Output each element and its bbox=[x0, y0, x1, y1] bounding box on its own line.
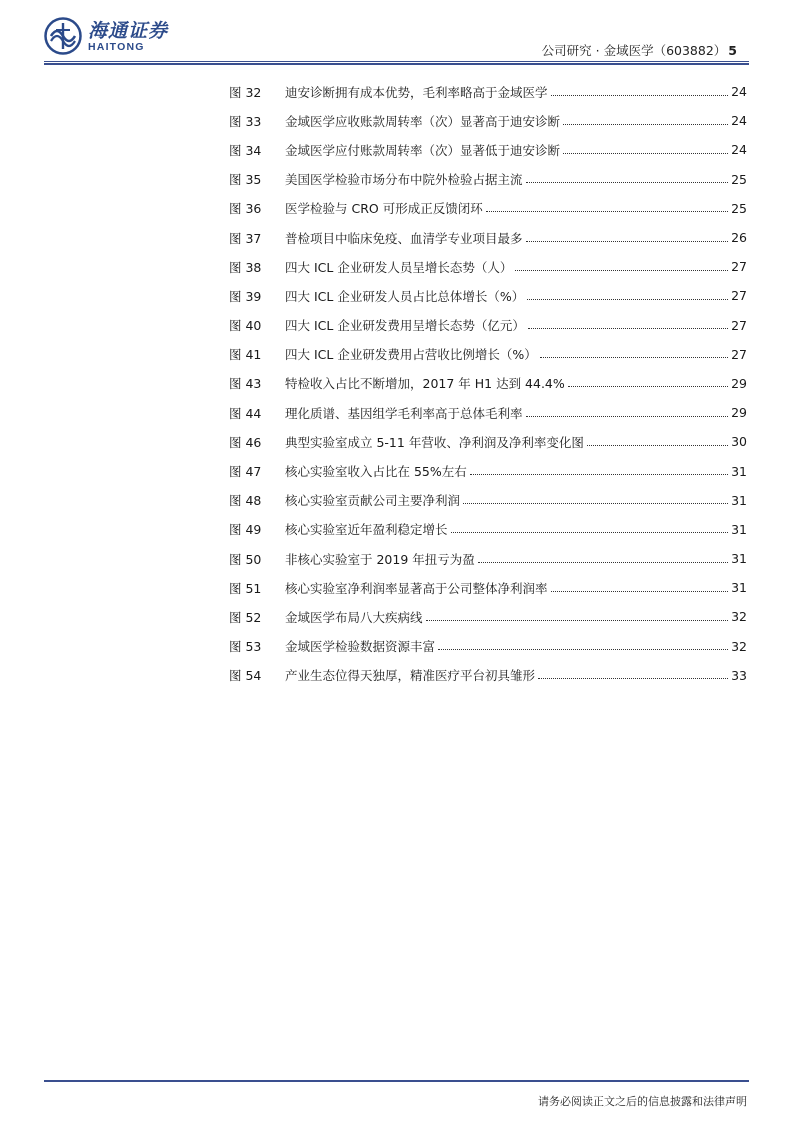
dot-leader bbox=[463, 502, 728, 504]
toc-entry[interactable] bbox=[229, 544, 747, 573]
haitong-emblem-icon bbox=[44, 17, 82, 55]
dot-leader bbox=[526, 240, 729, 242]
toc-entry[interactable] bbox=[229, 194, 747, 223]
figure-page-number: 26 bbox=[731, 230, 747, 246]
figure-page-number: 31 bbox=[731, 551, 747, 567]
dot-leader bbox=[486, 210, 728, 212]
dot-leader bbox=[527, 298, 728, 300]
figure-page-number: 25 bbox=[731, 200, 747, 216]
figure-title: 普检项目中临床免疫、血清学专业项目最多 bbox=[285, 230, 523, 246]
dot-leader bbox=[478, 561, 728, 563]
toc-entry[interactable] bbox=[229, 661, 747, 690]
figure-title: 核心实验室近年盈利稳定增长 bbox=[285, 522, 448, 538]
toc-entry[interactable] bbox=[229, 281, 747, 310]
figure-page-number: 27 bbox=[731, 317, 747, 333]
figure-number: 图 37 bbox=[229, 230, 262, 246]
figure-number: 图 46 bbox=[229, 434, 262, 450]
figure-title: 核心实验室贡献公司主要净利润 bbox=[285, 493, 461, 509]
toc-entry[interactable] bbox=[229, 632, 747, 661]
figure-page-number: 31 bbox=[731, 463, 747, 479]
logo-chinese-name: 海通证券 bbox=[88, 19, 169, 42]
toc-entry[interactable] bbox=[229, 165, 747, 194]
figure-title: 特检收入占比不断增加，2017 年 H1 达到 44.4% bbox=[285, 376, 565, 392]
figure-title: 四大 ICL 企业研发费用占营收比例增长（%） bbox=[285, 347, 537, 363]
figure-title: 金域医学应付账款周转率（次）显著低于迪安诊断 bbox=[285, 142, 561, 158]
figure-number: 图 48 bbox=[229, 493, 262, 509]
header-divider-thick bbox=[44, 63, 749, 65]
figure-page-number: 33 bbox=[731, 667, 747, 683]
toc-entry[interactable] bbox=[229, 106, 747, 135]
figure-page-number: 31 bbox=[731, 521, 747, 537]
running-header bbox=[542, 41, 737, 59]
haitong-logo bbox=[44, 17, 168, 55]
figure-page-number: 24 bbox=[731, 84, 747, 100]
figure-number: 图 53 bbox=[229, 639, 262, 655]
toc-entry[interactable] bbox=[229, 223, 747, 252]
dot-leader bbox=[526, 415, 729, 417]
figure-title: 金域医学布局八大疾病线 bbox=[285, 609, 423, 625]
dot-leader bbox=[540, 356, 728, 358]
dot-leader bbox=[587, 444, 728, 446]
figure-number: 图 41 bbox=[229, 347, 262, 363]
toc-entry[interactable] bbox=[229, 369, 747, 398]
figure-number: 图 36 bbox=[229, 201, 262, 217]
figure-number: 图 43 bbox=[229, 376, 262, 392]
figure-number: 图 33 bbox=[229, 113, 262, 129]
dot-leader bbox=[426, 619, 729, 621]
figure-number: 图 47 bbox=[229, 464, 262, 480]
figure-title: 四大 ICL 企业研发人员占比总体增长（%） bbox=[285, 288, 525, 304]
toc-entry[interactable] bbox=[229, 340, 747, 369]
figure-number: 图 38 bbox=[229, 259, 262, 275]
dot-leader bbox=[568, 385, 728, 387]
figure-title: 非核心实验室于 2019 年扭亏为盈 bbox=[285, 551, 475, 567]
dot-leader bbox=[528, 327, 728, 329]
figure-title: 典型实验室成立 5-11 年营收、净利润及净利率变化图 bbox=[285, 434, 584, 450]
footer-disclaimer: 请务必阅读正文之后的信息披露和法律声明 bbox=[538, 1095, 747, 1108]
dot-leader bbox=[551, 590, 729, 592]
toc-entry[interactable] bbox=[229, 77, 747, 106]
figure-number: 图 40 bbox=[229, 318, 262, 334]
figure-number: 图 49 bbox=[229, 522, 262, 538]
toc-entry[interactable] bbox=[229, 398, 747, 427]
dot-leader bbox=[470, 473, 728, 475]
toc-entry[interactable] bbox=[229, 456, 747, 485]
dot-leader bbox=[515, 269, 728, 271]
figure-title: 四大 ICL 企业研发费用呈增长态势（亿元） bbox=[285, 318, 525, 334]
figure-page-number: 32 bbox=[731, 609, 747, 625]
figure-title: 金域医学应收账款周转率（次）显著高于迪安诊断 bbox=[285, 113, 561, 129]
toc-entry[interactable] bbox=[229, 486, 747, 515]
figure-number: 图 32 bbox=[229, 84, 262, 100]
figure-number: 图 52 bbox=[229, 609, 262, 625]
toc-entry[interactable] bbox=[229, 311, 747, 340]
figure-number: 图 35 bbox=[229, 172, 262, 188]
figure-page-number: 31 bbox=[731, 580, 747, 596]
figure-number: 图 51 bbox=[229, 580, 262, 596]
figure-title: 四大 ICL 企业研发人员呈增长态势（人） bbox=[285, 259, 513, 275]
figure-page-number: 31 bbox=[731, 492, 747, 508]
figure-page-number: 24 bbox=[731, 142, 747, 158]
report-label: 公司研究 · 金域医学（603882） bbox=[541, 43, 727, 58]
logo-english-name: HAITONG bbox=[88, 40, 145, 53]
dot-leader bbox=[538, 677, 728, 679]
figure-number: 图 34 bbox=[229, 142, 262, 158]
figure-title: 产业生态位得天独厚，精准医疗平台初具雏形 bbox=[285, 668, 536, 684]
figure-page-number: 24 bbox=[731, 113, 747, 129]
figure-page-number: 29 bbox=[731, 405, 747, 421]
figure-number: 图 44 bbox=[229, 405, 262, 421]
figure-index-list bbox=[229, 77, 747, 690]
figure-title: 核心实验室收入占比在 55%左右 bbox=[285, 464, 467, 480]
figure-page-number: 27 bbox=[731, 346, 747, 362]
toc-entry[interactable] bbox=[229, 252, 747, 281]
figure-title: 美国医学检验市场分布中院外检验占据主流 bbox=[285, 172, 523, 188]
figure-number: 图 50 bbox=[229, 551, 262, 567]
figure-page-number: 25 bbox=[731, 171, 747, 187]
figure-title: 核心实验室净利润率显著高于公司整体净利润率 bbox=[285, 580, 548, 596]
dot-leader bbox=[563, 123, 728, 125]
figure-page-number: 30 bbox=[731, 434, 747, 450]
figure-page-number: 27 bbox=[731, 259, 747, 275]
page-number: 5 bbox=[728, 43, 737, 58]
dot-leader bbox=[438, 648, 728, 650]
toc-entry[interactable] bbox=[229, 602, 747, 631]
dot-leader bbox=[563, 152, 728, 154]
figure-page-number: 27 bbox=[731, 288, 747, 304]
toc-entry[interactable] bbox=[229, 573, 747, 602]
figure-title: 理化质谱、基因组学毛利率高于总体毛利率 bbox=[285, 405, 523, 421]
toc-entry[interactable] bbox=[229, 135, 747, 164]
figure-number: 图 54 bbox=[229, 668, 262, 684]
dot-leader bbox=[551, 94, 729, 96]
figure-number: 图 39 bbox=[229, 288, 262, 304]
toc-entry[interactable] bbox=[229, 427, 747, 456]
figure-page-number: 29 bbox=[731, 375, 747, 391]
figure-title: 迪安诊断拥有成本优势，毛利率略高于金域医学 bbox=[285, 84, 548, 100]
toc-entry[interactable] bbox=[229, 515, 747, 544]
footer-divider bbox=[44, 1080, 749, 1082]
header-divider-thin bbox=[44, 61, 749, 62]
dot-leader bbox=[451, 531, 729, 533]
figure-title: 金域医学检验数据资源丰富 bbox=[285, 639, 436, 655]
figure-title: 医学检验与 CRO 可形成正反馈闭环 bbox=[285, 201, 483, 217]
dot-leader bbox=[526, 181, 729, 183]
figure-page-number: 32 bbox=[731, 638, 747, 654]
